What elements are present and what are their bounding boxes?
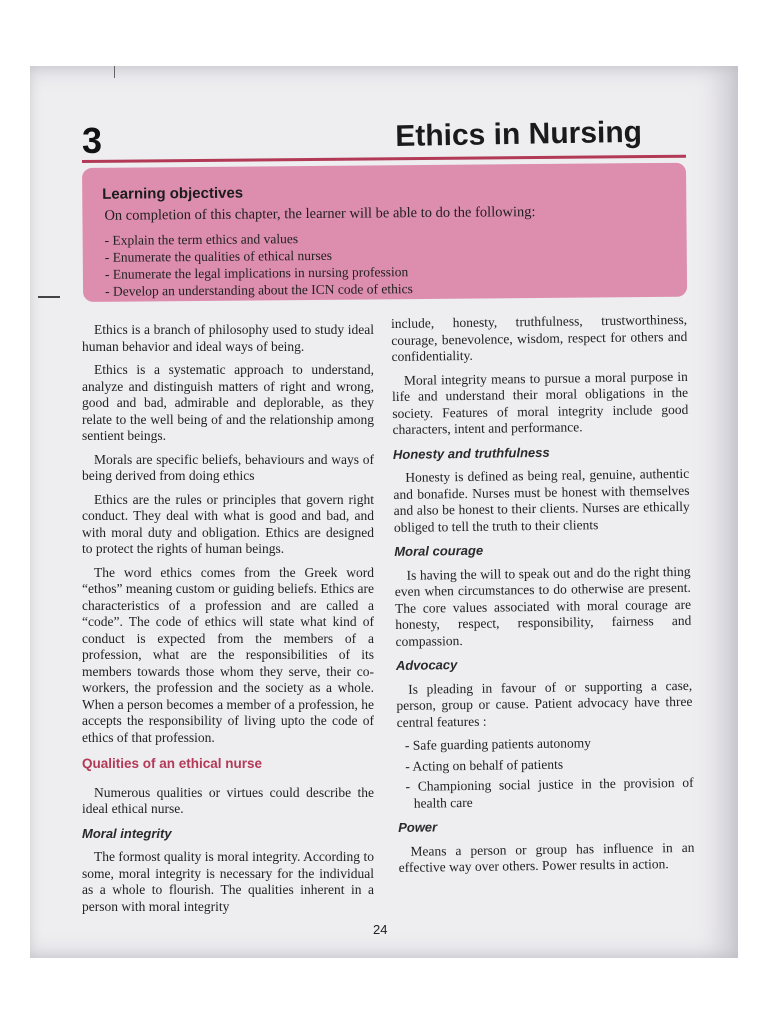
paragraph: Moral integrity means to pursue a moral purpose in life and understand their moral obligations in the society. Features of moral integrity include good characters, intent and performance. (392, 368, 689, 437)
objective-item: - Explain the term ethics and values (104, 231, 299, 248)
chapter-number: 3 (82, 120, 103, 161)
objectives-title: Learning objectives (102, 184, 244, 203)
book-page (30, 66, 738, 958)
subheading-moral-courage: Moral courage (394, 542, 484, 559)
header-rule (82, 155, 686, 163)
right-column (391, 312, 695, 884)
subheading-power: Power (398, 819, 438, 835)
left-column (82, 322, 374, 922)
learning-objectives-box (82, 163, 687, 302)
paragraph: Means a person or group has influence in an effective way over others. Power results in action. (398, 839, 695, 875)
subheading-moral-integrity: Moral integrity (82, 825, 172, 841)
objective-item: - Enumerate the legal implications in nursing profession (104, 264, 409, 282)
list-item: - Safe guarding patients autonomy (404, 735, 592, 753)
paragraph: include, honesty, truthfulness, trustworthiness, courage, benevolence, wisdom, respect for others and confidentiality. (391, 311, 688, 364)
paragraph: Ethics is a systematic approach to understand, analyze and distinguish matters of right and wrong, good and bad, admirable and deplorable, as they relate to the well being of and the relationship among sentient beings. (82, 362, 374, 443)
list-item: - Championing social justice in the provision of health care (405, 774, 694, 811)
page-number: 24 (373, 922, 388, 937)
objective-item: - Enumerate the qualities of ethical nurses (104, 247, 333, 265)
margin-mark (38, 296, 60, 298)
section-heading: Qualities of an ethical nurse (82, 756, 263, 771)
page-mark (114, 66, 115, 78)
paragraph: Is having the will to speak out and do the right thing even when circumstances to do otherwise are present. The core values associated with moral courage are honesty, respect, responsibility, fairness and compassion. (394, 563, 692, 649)
chapter-title: Ethics in Nursing (395, 115, 643, 153)
objective-item: - Develop an understanding about the ICN code of ethics (105, 281, 413, 299)
paragraph: The word ethics comes from the Greek word “ethos” meaning custom or guiding beliefs. Ethics are characteristics of a profession and are called a “code”. The code of ethics will state what kind of conduct is expected from the members of a profession, what are the responsibilities of its members towards those whom they serve, their co-workers, the profession and the society as a whole. When a person becomes a member of a profession, he accepts the responsibility of living upto the code of ethics of that profession. (82, 564, 374, 745)
subheading-honesty: Honesty and truthfulness (392, 444, 550, 462)
advocacy-list (397, 734, 694, 812)
objectives-intro: On completion of this chapter, the learner will be able to do the following: (104, 204, 536, 224)
paragraph: Honesty is defined as being real, genuine, authentic and bonafide. Nurses must be honest with themselves and also be honest to their clients. Nurses are ethically obliged to tell the truth to their clients (393, 465, 690, 535)
objectives-list (105, 229, 413, 300)
paragraph: Ethics is a branch of philosophy used to study ideal human behavior and ideal ways of being. (82, 322, 374, 354)
paragraph: Is pleading in favour of or supporting a case, person, group or cause. Patient advocacy have three central features : (396, 677, 693, 730)
subheading-advocacy: Advocacy (395, 657, 458, 673)
paragraph: Morals are specific beliefs, behaviours and ways of being derived from doing ethics (82, 451, 374, 483)
paragraph: Numerous qualities or virtues could describe the ideal ethical nurse. (82, 784, 374, 816)
paragraph: Ethics are the rules or principles that govern right conduct. They deal with what is good and bad, and with moral duty and obligation. Ethics are designed to protect the rights of human beings. (82, 491, 374, 556)
list-item: - Acting on behalf of patients (405, 756, 564, 774)
paragraph: The formost quality is moral integrity. According to some, moral integrity is necessary for the individual as a whole to flourish. The qualities inherent in a person with moral integrity (82, 849, 374, 914)
